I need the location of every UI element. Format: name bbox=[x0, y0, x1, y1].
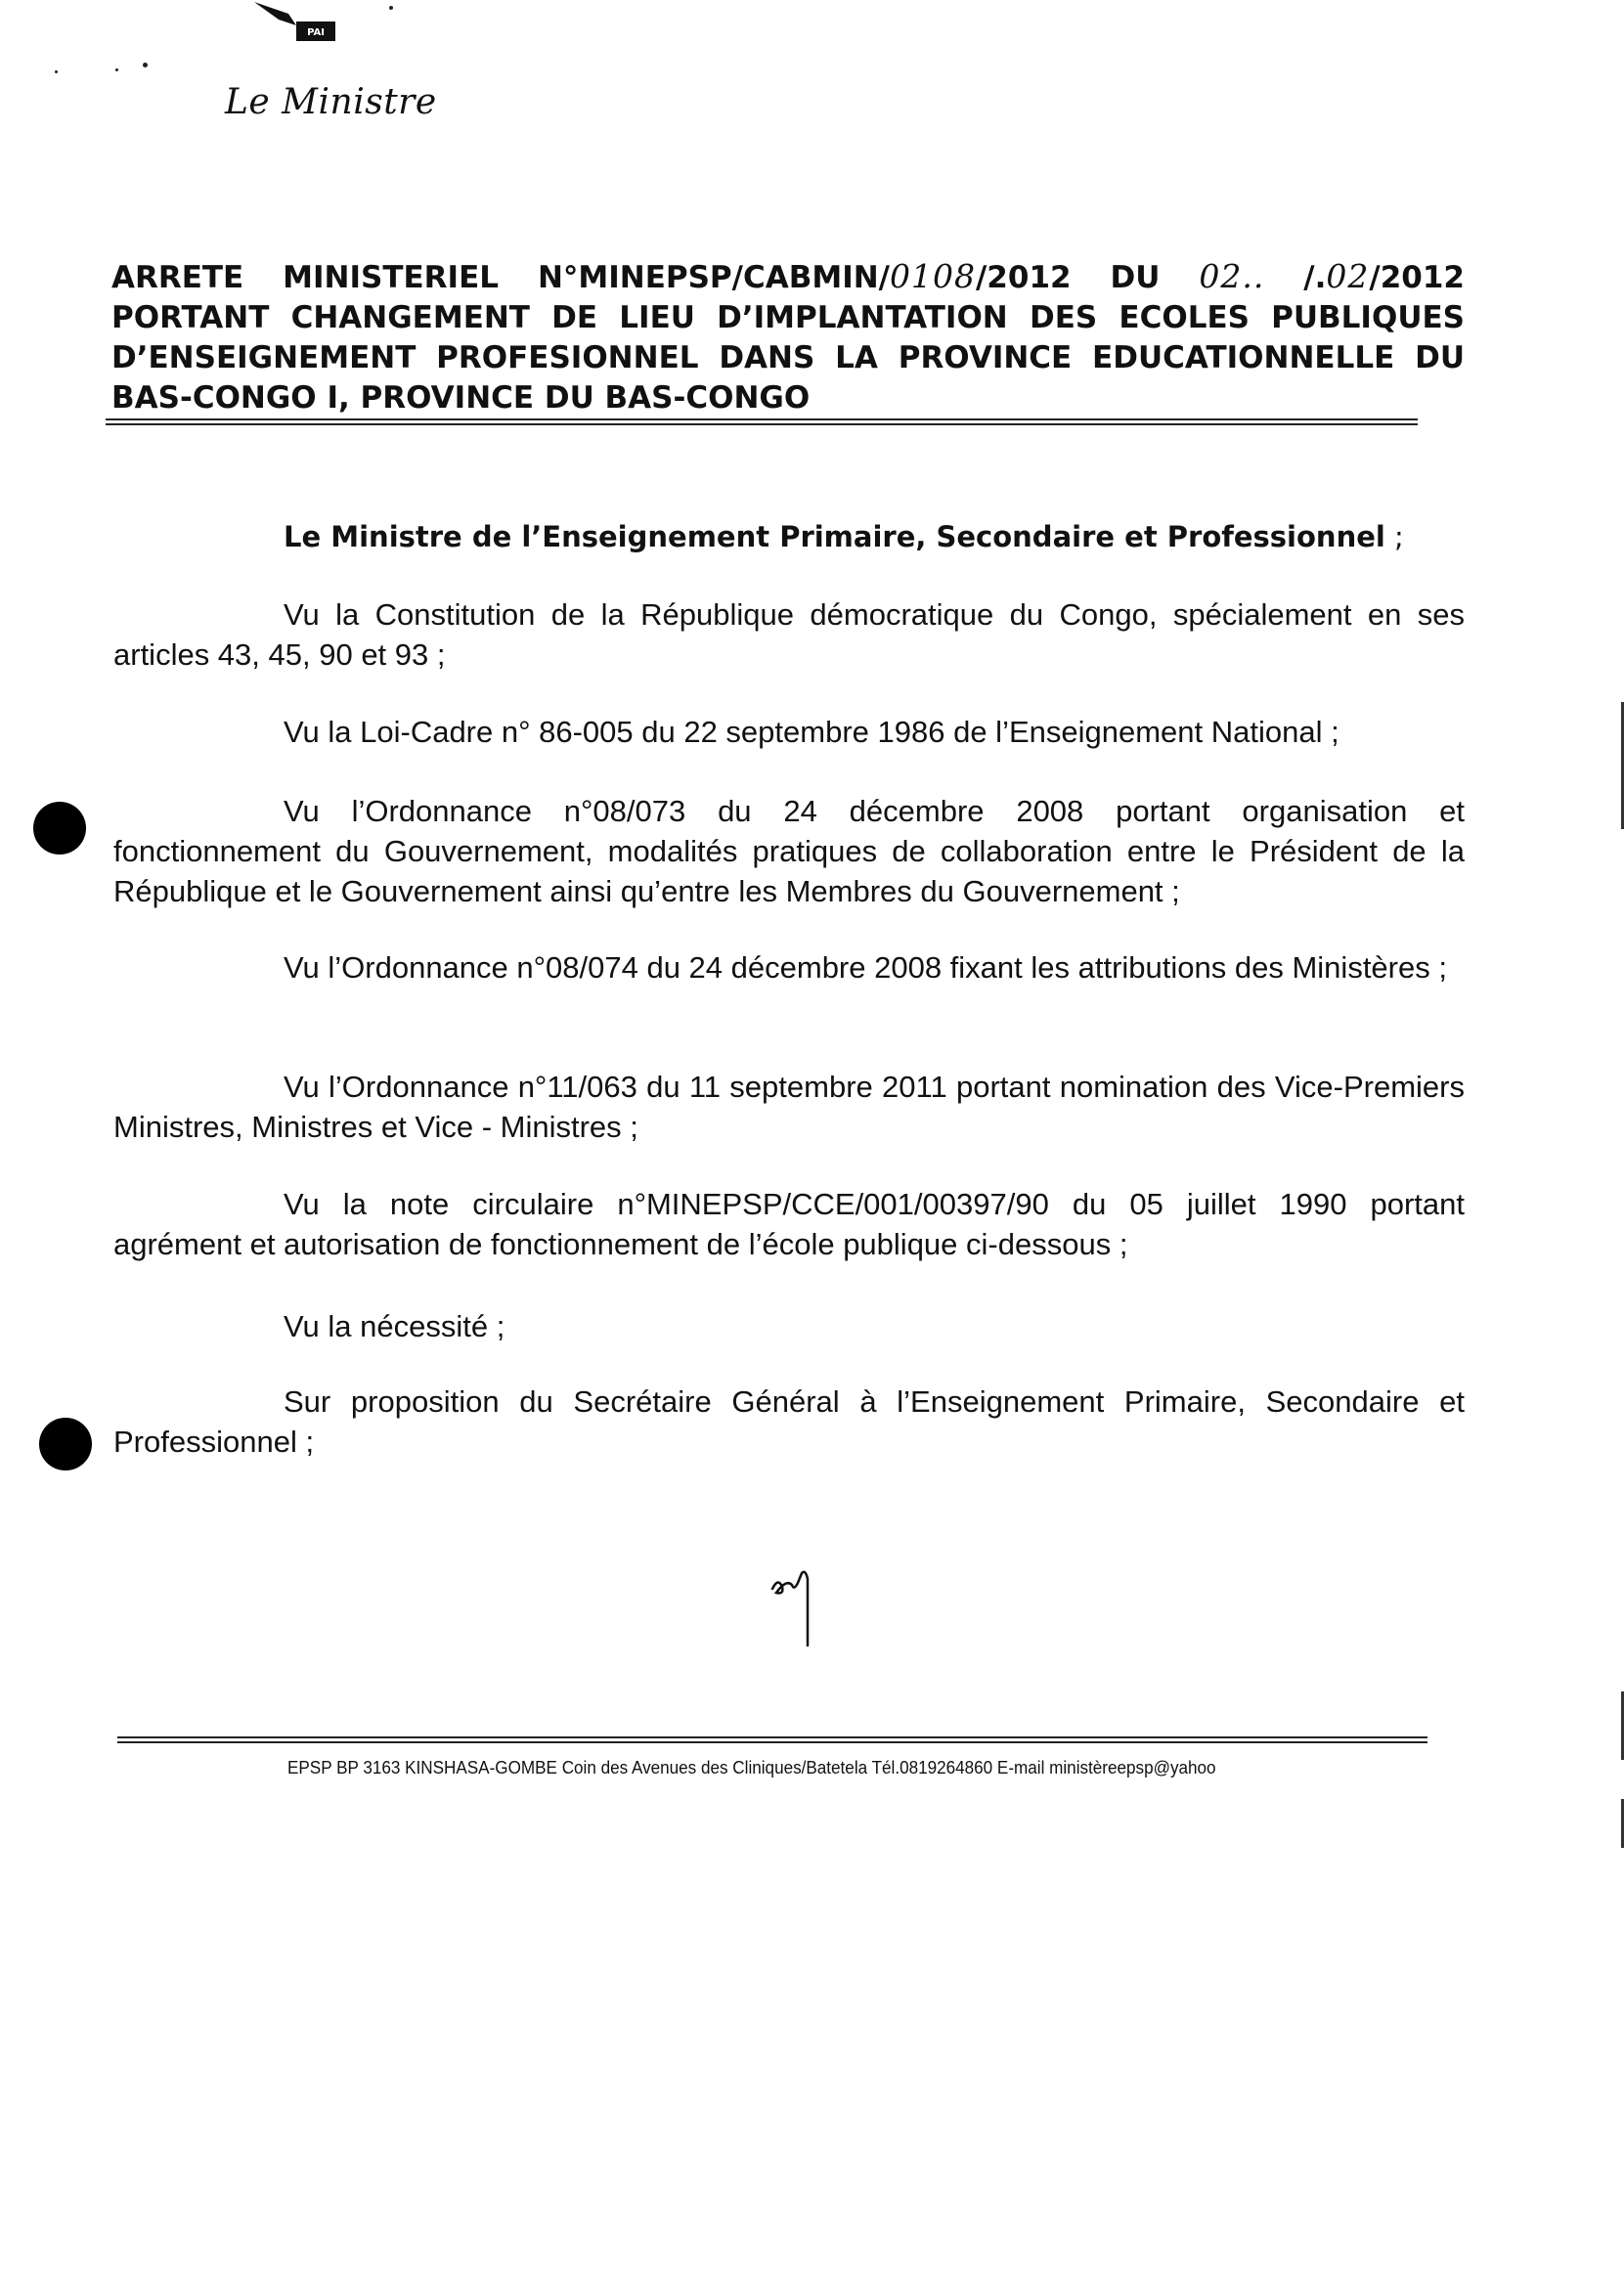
decree-number-handwritten: 0108 bbox=[890, 257, 976, 295]
paragraph-ordonnance-11-063: Vu l’Ordonnance n°11/063 du 11 septembre 2011 portant nomination des Vice-Premiers Ministres, Ministres et Vice - Ministres ; bbox=[113, 1070, 1465, 1144]
paragraph-loi-cadre: Vu la Loi-Cadre n° 86-005 du 22 septembre 1986 de l’Enseignement National ; bbox=[284, 715, 1339, 749]
paragraph-note-circulaire: Vu la note circulaire n°MINEPSP/CCE/001/00397/90 du 05 juillet 1990 portant agrément et autorisation de fonctionnement de l’école publique ci-dessous ; bbox=[113, 1187, 1465, 1261]
decree-title-line-2: PORTANT CHANGEMENT DE LIEU D’IMPLANTATION DES ECOLES PUBLIQUES bbox=[111, 300, 1465, 335]
paragraph-necessite: Vu la nécessité ; bbox=[284, 1309, 505, 1343]
initials-signature bbox=[763, 1550, 841, 1647]
decree-title-line-4: BAS-CONGO I, PROVINCE DU BAS-CONGO bbox=[111, 380, 811, 416]
footer-rule bbox=[117, 1736, 1427, 1738]
decree-title-line-3: D’ENSEIGNEMENT PROFESIONNEL DANS LA PROVINCE EDUCATIONNELLE DU bbox=[111, 340, 1465, 375]
scan-speck bbox=[55, 70, 58, 73]
title-underline bbox=[106, 418, 1418, 420]
letterhead-title: Le Ministre bbox=[225, 82, 437, 122]
punch-hole bbox=[33, 802, 86, 855]
seal-text: PAI bbox=[307, 27, 325, 38]
decree-month-handwritten: 02 bbox=[1326, 257, 1370, 295]
footer-address: EPSP BP 3163 KINSHASA-GOMBE Coin des Avenues des Cliniques/Batetela Tél.0819264860 E-mail ministèreepsp@yahoo bbox=[287, 1758, 1216, 1777]
minister-heading: Le Ministre de l’Enseignement Primaire, Secondaire et Professionnel ; bbox=[284, 520, 1404, 553]
scan-speck bbox=[143, 63, 148, 67]
paragraph-ordonnance-08-074: Vu l’Ordonnance n°08/074 du 24 décembre 2008 fixant les attributions des Ministères ; bbox=[284, 950, 1447, 985]
paragraph-ordonnance-08-073: Vu l’Ordonnance n°08/073 du 24 décembre 2008 portant organisation et fonctionnement du Gouvernement, modalités pratiques de collaboration entre le Président de la République et le Gouvernement ainsi qu’entre les Membres du Gouvernement ; bbox=[113, 794, 1465, 908]
paragraph-constitution: Vu la Constitution de la République démocratique du Congo, spécialement en ses articles 43, 45, 90 et 93 ; bbox=[113, 597, 1465, 672]
decree-title bbox=[111, 256, 1465, 418]
punch-hole bbox=[39, 1418, 92, 1470]
decree-title-line-1: ARRETE MINISTERIEL N°MINEPSP/CABMIN/0108/2012 DU 02.. /.02/2012 bbox=[111, 257, 1465, 295]
emblem-seal bbox=[249, 0, 337, 47]
scan-speck bbox=[115, 68, 118, 71]
decree-day-handwritten: 02.. bbox=[1199, 257, 1265, 295]
paragraph-proposition: Sur proposition du Secrétaire Général à l’Enseignement Primaire, Secondaire et Professionnel ; bbox=[113, 1384, 1465, 1459]
scan-speck bbox=[389, 6, 393, 10]
